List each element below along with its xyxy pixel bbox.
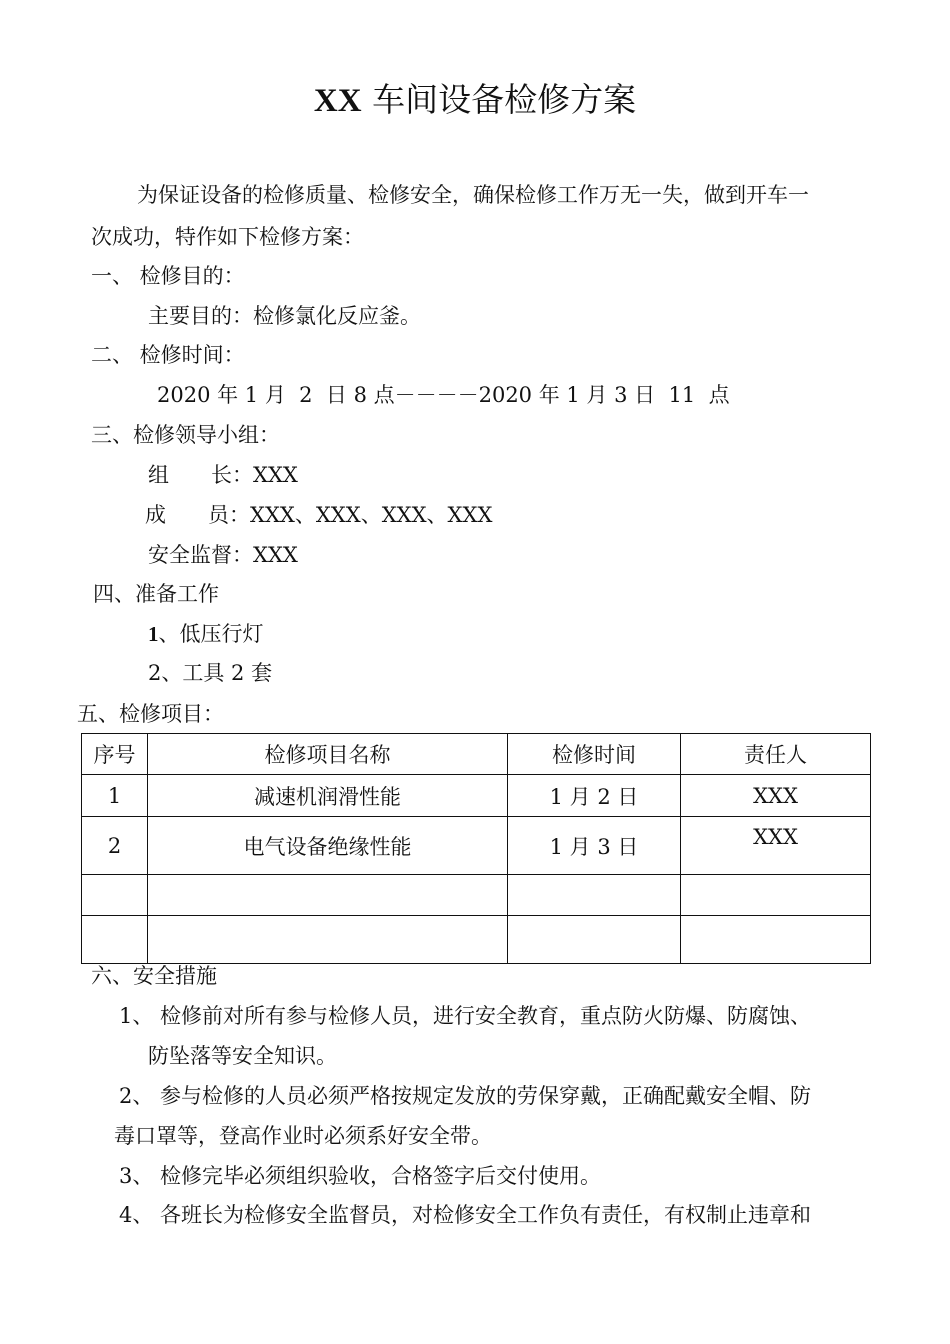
table-cell — [148, 916, 508, 964]
table-row — [82, 775, 871, 817]
table-cell: 电气设备绝缘性能 — [148, 817, 508, 875]
table-cell: 1 — [82, 775, 148, 817]
table-cell — [148, 875, 508, 916]
measure-1-line-2: 防坠落等安全知识。 — [148, 1044, 337, 1068]
maintenance-items-table — [81, 733, 871, 964]
title-bold-part: XX — [313, 83, 362, 119]
table-cell — [508, 916, 681, 964]
table-cell — [681, 916, 871, 964]
measure-2-line-1: 2、 参与检修的人员必须严格按规定发放的劳保穿戴，正确配戴安全帽、防 — [119, 1084, 812, 1108]
table-header-row — [82, 734, 871, 775]
document-title — [0, 78, 950, 123]
table-row — [82, 875, 871, 916]
safety-supervisor-line: 安全监督：XXX — [148, 543, 298, 567]
intro-line-1: 为保证设备的检修质量、检修安全，确保检修工作万无一失，做到开车一 — [137, 183, 809, 207]
table-cell: XXX — [681, 775, 871, 817]
table-cell: 1 月 2 日 — [508, 775, 681, 817]
members-line: 成 员：XXX、XXX、XXX、XXX — [145, 503, 493, 527]
prep-item-2: 2、工具 2 套 — [148, 661, 273, 685]
table-cell — [82, 916, 148, 964]
leader-line: 组 长：XXX — [148, 463, 298, 487]
table-cell: XXX — [681, 817, 871, 875]
table-row — [82, 817, 871, 875]
measure-2-line-2: 毒口罩等，登高作业时必须系好安全带。 — [114, 1124, 492, 1148]
header-cell: 检修项目名称 — [148, 734, 508, 775]
table-cell — [681, 875, 871, 916]
prep-item-1-number: 1 — [148, 622, 159, 646]
measure-3: 3、 检修完毕必须组织验收，合格签字后交付使用。 — [119, 1164, 602, 1188]
table-cell: 减速机润滑性能 — [148, 775, 508, 817]
header-cell: 责任人 — [681, 734, 871, 775]
table-cell — [82, 875, 148, 916]
section-1-content: 主要目的：检修氯化反应釜。 — [148, 304, 421, 328]
section-3-heading: 三、检修领导小组： — [91, 423, 280, 447]
header-cell: 检修时间 — [508, 734, 681, 775]
intro-line-2: 次成功，特作如下检修方案： — [91, 225, 364, 249]
table-cell: 1 月 3 日 — [508, 817, 681, 875]
section-2-content: 2020 年 1 月 2 日 8 点－－－－2020 年 1 月 3 日 11 点 — [157, 383, 730, 407]
measure-1-line-1: 1、 检修前对所有参与检修人员，进行安全教育，重点防火防爆、防腐蚀、 — [119, 1004, 812, 1028]
table-cell — [508, 875, 681, 916]
prep-item-1-text: 、低压行灯 — [158, 622, 264, 646]
section-5-heading: 五、检修项目： — [77, 702, 224, 726]
section-6-heading: 六、安全措施 — [91, 964, 217, 988]
section-4-heading: 四、准备工作 — [93, 582, 219, 606]
section-2-heading: 二、 检修时间： — [91, 343, 245, 367]
section-1-heading: 一、 检修目的： — [91, 264, 245, 288]
prep-item-1 — [148, 621, 264, 647]
measure-4: 4、 各班长为检修安全监督员，对检修安全工作负有责任，有权制止违章和 — [119, 1203, 812, 1227]
table-row — [82, 916, 871, 964]
title-text: 车间设备检修方案 — [372, 80, 637, 119]
header-cell: 序号 — [82, 734, 148, 775]
table-cell: 2 — [82, 817, 148, 875]
